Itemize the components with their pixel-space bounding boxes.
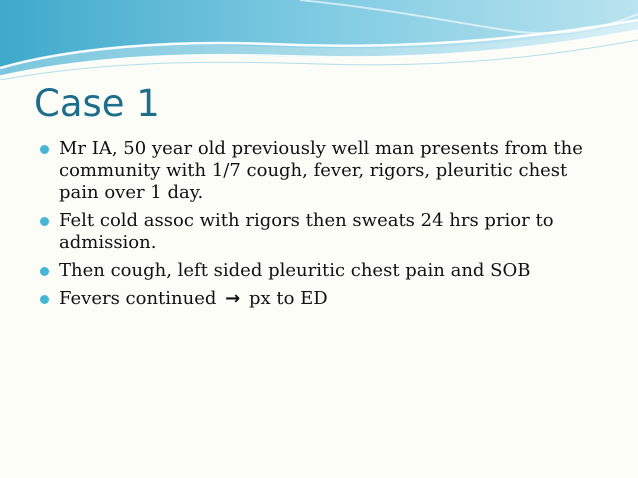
bullet-item [40, 210, 600, 254]
bullet-text: Then cough, left sided pleuritic chest pain and SOB [59, 260, 531, 281]
filled-circle-bullet-icon [40, 217, 49, 226]
bullet-item [40, 260, 600, 282]
bullet-text-after-arrow: px to ED [248, 288, 328, 309]
bullet-text: Mr IA, 50 year old previously well man presents from the community with 1/7 cough, fever, rigors, pleuritic chest pain over 1 day. [59, 138, 583, 203]
bullet-text: Felt cold assoc with rigors then sweats 24 hrs prior to admission. [59, 210, 554, 253]
bullet-item [40, 138, 600, 204]
bullet-text-before-arrow: Fevers continued [59, 288, 217, 309]
right-arrow-icon: → [225, 288, 241, 309]
filled-circle-bullet-icon [40, 295, 49, 304]
decorative-wave-banner [0, 0, 638, 80]
bullet-list [40, 138, 600, 316]
filled-circle-bullet-icon [40, 145, 49, 154]
bullet-item [40, 288, 600, 310]
filled-circle-bullet-icon [40, 267, 49, 276]
slide-title: Case 1 [34, 82, 160, 125]
